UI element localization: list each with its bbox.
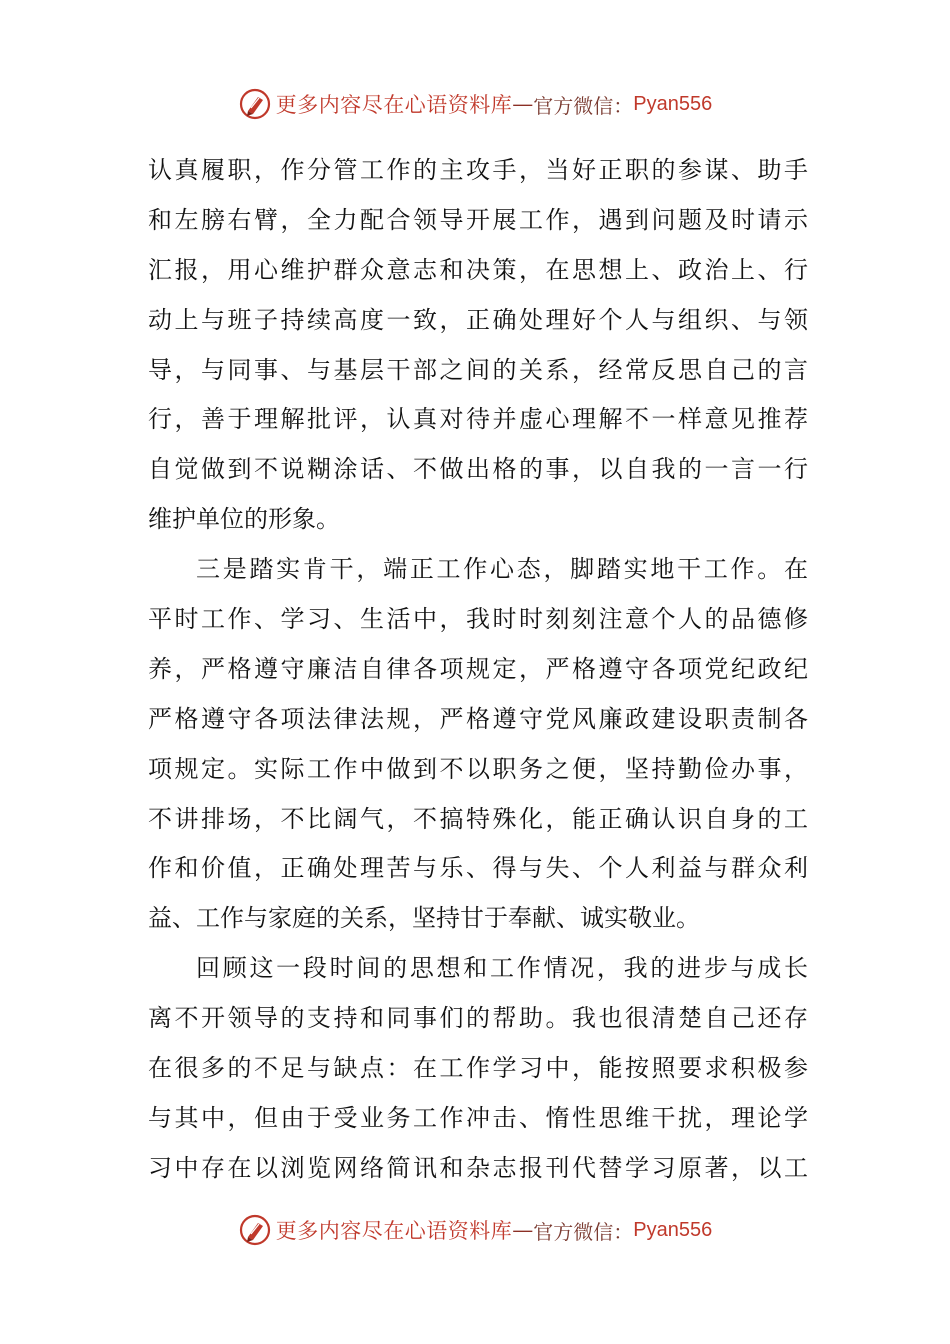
footer-banner <box>0 1210 950 1250</box>
text-line: 益、工作与家庭的关系，坚持甘于奉献、诚实敬业。 <box>148 904 700 933</box>
text-line: 平时工作、学习、生活中，我时时刻刻注意个人的品德修 <box>148 605 808 634</box>
pen-nib-logo-icon <box>238 1213 272 1247</box>
text-line: 行，善于理解批评，认真对待并虚心理解不一样意见推荐 <box>148 405 808 434</box>
text-line: 认真履职，作分管工作的主攻手，当好正职的参谋、助手 <box>148 156 808 184</box>
banner-wechat-id: Pyan556 <box>633 1218 713 1241</box>
body-text <box>148 146 808 1194</box>
header-banner <box>0 84 950 124</box>
banner-slogan: 更多内容尽在心语资料库 <box>275 1219 513 1243</box>
banner-wechat-label: 官方微信： <box>533 93 634 118</box>
banner-wechat-label: 官方微信： <box>533 1219 634 1244</box>
text-line: 汇报，用心维护群众意志和决策，在思想上、政治上、行 <box>148 255 808 284</box>
text-line: 和左膀右臂，全力配合领导开展工作，遇到问题及时请示 <box>148 205 808 234</box>
text-line: 作和价值，正确处理苦与乐、得与失、个人利益与群众利 <box>148 854 808 883</box>
banner-separator: — <box>512 1218 534 1242</box>
text-line: 自觉做到不说糊涂话、不做出格的事，以自我的一言一行 <box>148 455 808 484</box>
text-line: 养，严格遵守廉洁自律各项规定，严格遵守各项党纪政纪 <box>148 654 808 683</box>
paragraph-start-line: 回顾这一段时间的思想和工作情况，我的进步与成长 <box>196 954 808 983</box>
text-line: 动上与班子持续高度一致，正确处理好个人与组织、与领 <box>148 305 808 334</box>
text-line: 导，与同事、与基层干部之间的关系，经常反思自己的言 <box>148 355 808 384</box>
text-line: 习中存在以浏览网络简讯和杂志报刊代替学习原著，以工 <box>148 1153 808 1182</box>
text-line: 维护单位的形象。 <box>148 505 340 534</box>
text-line: 严格遵守各项法律法规，严格遵守党风廉政建设职责制各 <box>148 704 808 733</box>
banner-slogan: 更多内容尽在心语资料库 <box>275 93 513 117</box>
text-line: 与其中，但由于受业务工作冲击、惰性思维干扰，理论学 <box>148 1103 808 1132</box>
paragraph-start-line: 三是踏实肯干，端正工作心态，脚踏实地干工作。在 <box>196 555 808 584</box>
text-line: 不讲排场，不比阔气，不搞特殊化，能正确认识自身的工 <box>148 804 808 833</box>
banner-separator: — <box>512 92 534 116</box>
text-line: 离不开领导的支持和同事们的帮助。我也很清楚自己还存 <box>148 1004 808 1033</box>
text-line: 在很多的不足与缺点：在工作学习中，能按照要求积极参 <box>148 1054 808 1083</box>
text-line: 项规定。实际工作中做到不以职务之便，坚持勤俭办事， <box>148 754 808 783</box>
pen-nib-logo-icon <box>238 87 272 121</box>
banner-wechat-id: Pyan556 <box>633 92 713 115</box>
